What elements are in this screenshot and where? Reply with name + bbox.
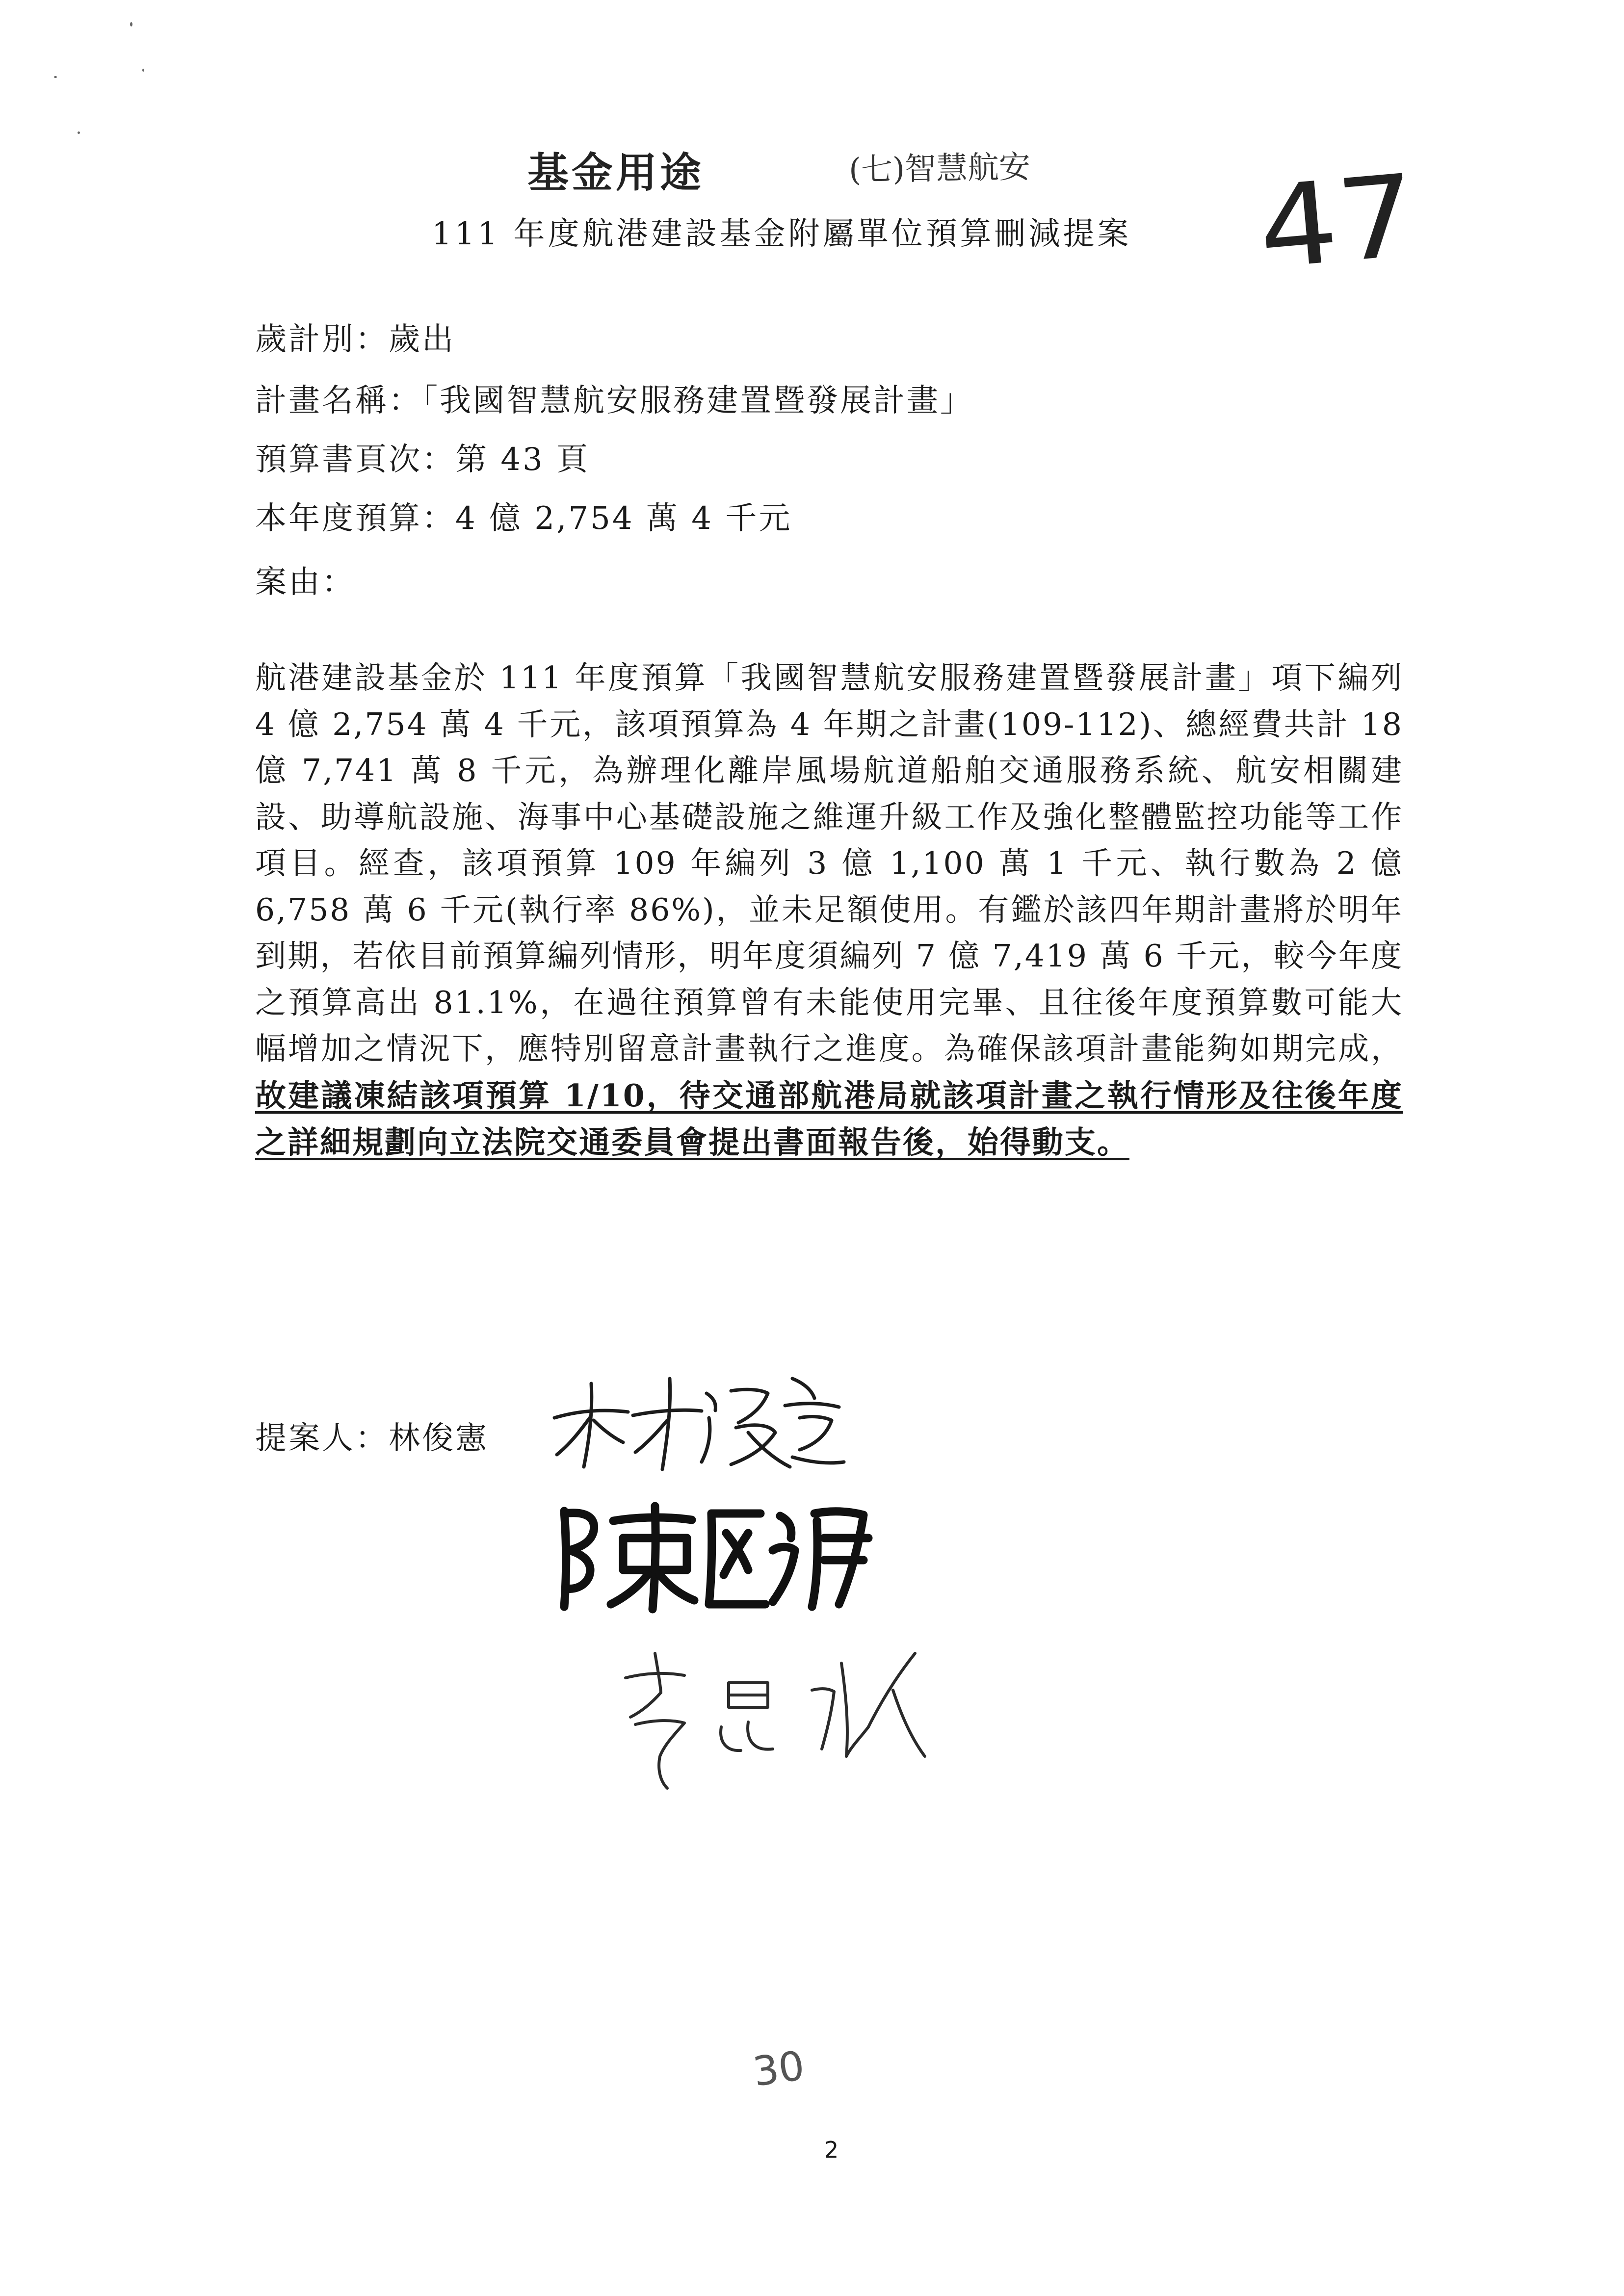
scan-speck <box>78 131 80 134</box>
scan-speck <box>130 22 132 26</box>
scan-speck <box>142 69 144 72</box>
body-normal-text: 航港建設基金於 111 年度預算「我國智慧航安服務建置暨發展計畫」項下編列 4 億 2,754 萬 4 千元，該項預算為 4 年期之計畫(109-112)、總經費共計 18 億 7,741 萬 8 千元，為辦理化離岸風場航道船舶交通服務系統、航安相關建設、助導航設施、海事中心基礎設施之維運升級工作及強化整體監控功能等工作項目。經查，該項預算 109 年編列 3 億 1,100 萬 1 千元、執行數為 2 億 6,758 萬 6 千元(執行率 86%)，並未足額使用。有鑑於該四年期計畫將於明年到期，若依目前預算編列情形，明年度須編列 7 億 7,419 萬 6 千元，較今年度之預算高出 81.1%，在過往預算曾有未能使用完畢、且往後年度預算數可能大幅增加之情況下，應特別留意計畫執行之進度。為確保該項計畫能夠如期完成， <box>255 660 1403 1067</box>
proposal-body <box>255 655 1403 1166</box>
handwritten-tag: (七)智慧航安 <box>848 149 1031 189</box>
stamp-title: 基金用途 <box>527 148 705 197</box>
signature-3-handwritten <box>606 1634 959 1796</box>
signature-1-handwritten <box>545 1364 849 1477</box>
page-number: 2 <box>824 2137 839 2163</box>
handwritten-number: 47 <box>1253 150 1422 295</box>
meta-annual-budget: 本年度預算：4 億 2,754 萬 4 千元 <box>255 500 792 537</box>
meta-project-name: 計畫名稱：「我國智慧航安服務建置暨發展計畫」 <box>255 383 973 419</box>
handwritten-mark: 30 <box>750 2042 808 2096</box>
body-bold-recommendation: 故建議凍結該項預算 1/10，待交通部航港局就該項計畫之執行情形及往後年度之詳細規劃向立法院交通委員會提出書面報告後，始得動支。 <box>255 1077 1403 1160</box>
meta-fiscal-type: 歲計別：歲出 <box>255 321 455 358</box>
reason-label: 案由： <box>255 564 355 600</box>
signature-2-handwritten <box>550 1491 922 1614</box>
meta-budget-page: 預算書頁次：第 43 頁 <box>255 442 590 478</box>
proposer-label: 提案人：林俊憲 <box>255 1420 489 1457</box>
scan-speck <box>54 76 57 78</box>
document-title: 111 年度航港建設基金附屬單位預算刪減提案 <box>432 216 1132 252</box>
